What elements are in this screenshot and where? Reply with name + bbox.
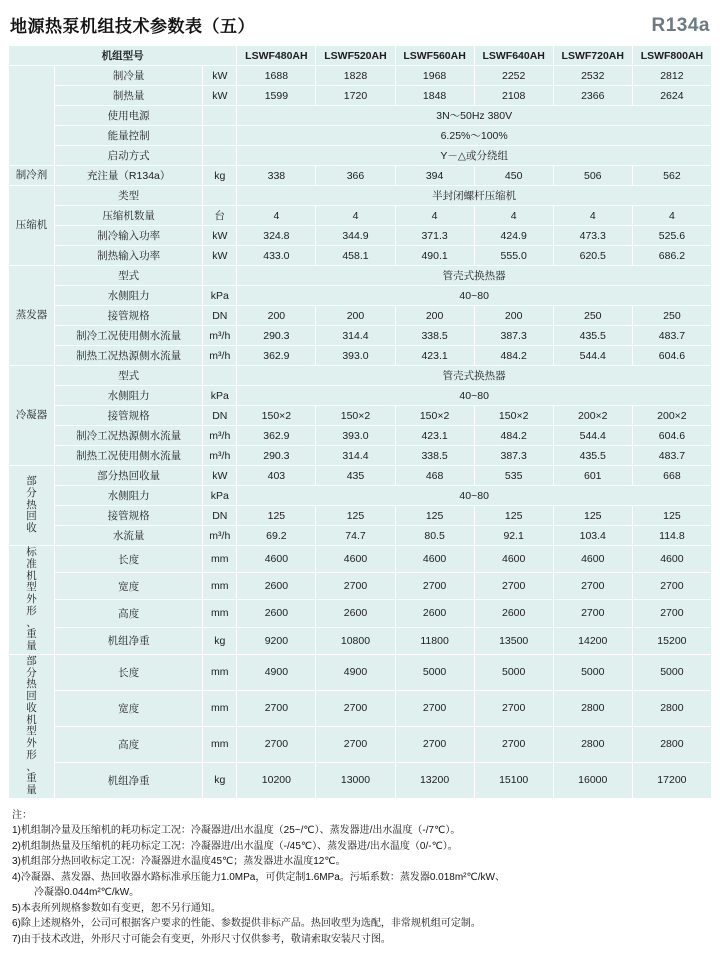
row-value: 2700 bbox=[474, 573, 553, 600]
row-value: 484.2 bbox=[474, 346, 553, 366]
note-item: 冷凝器0.044m²℃/kW。 bbox=[34, 887, 140, 899]
row-label: 机组净重 bbox=[55, 762, 203, 798]
row-value: 290.3 bbox=[237, 446, 316, 466]
row-label: 启动方式 bbox=[55, 146, 203, 166]
row-unit: 台 bbox=[203, 206, 237, 226]
row-value: 435.5 bbox=[553, 446, 632, 466]
row-value: 10200 bbox=[237, 762, 316, 798]
row-value: 4600 bbox=[316, 546, 395, 573]
row-value: 450 bbox=[474, 166, 553, 186]
row-value: 2700 bbox=[316, 573, 395, 600]
row-value: 604.6 bbox=[632, 346, 711, 366]
row-value: 9200 bbox=[237, 627, 316, 654]
table-row bbox=[9, 654, 712, 690]
row-value: 2800 bbox=[553, 726, 632, 762]
row-value: 1720 bbox=[316, 86, 395, 106]
row-value: 2700 bbox=[474, 690, 553, 726]
row-value: 2366 bbox=[553, 86, 632, 106]
model-name-cell: LSWF800AH bbox=[632, 46, 711, 66]
row-value: 125 bbox=[237, 506, 316, 526]
row-value: 5000 bbox=[553, 654, 632, 690]
row-value: 2700 bbox=[316, 726, 395, 762]
row-unit: mm bbox=[203, 690, 237, 726]
row-value: 4 bbox=[474, 206, 553, 226]
table-row bbox=[9, 106, 712, 126]
row-value: 2700 bbox=[395, 690, 474, 726]
row-span-value: 3N～50Hz 380V bbox=[237, 106, 712, 126]
page-title: 地源热泵机组技术参数表（五） bbox=[10, 17, 255, 36]
row-label: 长度 bbox=[55, 546, 203, 573]
row-group-label: 制冷剂 bbox=[9, 166, 55, 186]
row-label: 制热工况使用侧水流量 bbox=[55, 446, 203, 466]
row-value: 13500 bbox=[474, 627, 553, 654]
row-unit: m³/h bbox=[203, 446, 237, 466]
row-value: 5000 bbox=[395, 654, 474, 690]
table-row bbox=[9, 346, 712, 366]
row-unit: kW bbox=[203, 66, 237, 86]
row-unit bbox=[203, 106, 237, 126]
row-value: 2600 bbox=[316, 600, 395, 627]
table-row bbox=[9, 86, 712, 106]
row-value: 338.5 bbox=[395, 446, 474, 466]
row-value: 2800 bbox=[553, 690, 632, 726]
note-item: 7)由于技术改进，外形尺寸可能会有变更，外形尺寸仅供参考，敬请索取安装尺寸图。 bbox=[12, 933, 391, 945]
row-value: 2600 bbox=[237, 600, 316, 627]
table-row bbox=[9, 573, 712, 600]
row-value: 2700 bbox=[553, 573, 632, 600]
table-row bbox=[9, 486, 712, 506]
row-value: 4 bbox=[632, 206, 711, 226]
note-item: 6)除上述规格外，公司可根据客户要求的性能、参数提供非标产品。热回收型为选配，非常规机组可定制。 bbox=[12, 918, 481, 930]
row-unit: kW bbox=[203, 466, 237, 486]
row-value: 435 bbox=[316, 466, 395, 486]
row-value: 314.4 bbox=[316, 326, 395, 346]
row-value: 92.1 bbox=[474, 526, 553, 546]
model-name-cell: LSWF720AH bbox=[553, 46, 632, 66]
row-value: 338 bbox=[237, 166, 316, 186]
model-name-cell: LSWF480AH bbox=[237, 46, 316, 66]
note-item: 5)本表所列规格参数如有变更，恕不另行通知。 bbox=[12, 902, 221, 914]
row-value: 324.8 bbox=[237, 226, 316, 246]
row-value: 2700 bbox=[632, 573, 711, 600]
row-label: 高度 bbox=[55, 600, 203, 627]
row-value: 2700 bbox=[237, 690, 316, 726]
row-value: 125 bbox=[474, 506, 553, 526]
row-value: 4900 bbox=[237, 654, 316, 690]
row-value: 2700 bbox=[632, 600, 711, 627]
row-group-label: 部 分 热 回 收 机 型 外 形 、 重 量 bbox=[9, 654, 55, 798]
row-value: 423.1 bbox=[395, 426, 474, 446]
row-label: 水侧阻力 bbox=[55, 386, 203, 406]
row-value: 423.1 bbox=[395, 346, 474, 366]
row-value: 74.7 bbox=[316, 526, 395, 546]
row-value: 4600 bbox=[553, 546, 632, 573]
table-row bbox=[9, 146, 712, 166]
row-value: 362.9 bbox=[237, 346, 316, 366]
note-item: 3)机组部分热回收标定工况：冷凝器进水温度45℃；蒸发器进水温度12℃。 bbox=[12, 856, 346, 868]
row-span-value: 管壳式换热器 bbox=[237, 366, 712, 386]
row-span-value: 管壳式换热器 bbox=[237, 266, 712, 286]
table-row bbox=[9, 326, 712, 346]
row-unit: kW bbox=[203, 246, 237, 266]
row-value: 4 bbox=[395, 206, 474, 226]
row-value: 555.0 bbox=[474, 246, 553, 266]
row-label: 长度 bbox=[55, 654, 203, 690]
row-label: 机组净重 bbox=[55, 627, 203, 654]
row-unit: kg bbox=[203, 166, 237, 186]
row-value: 13000 bbox=[316, 762, 395, 798]
row-label: 能量控制 bbox=[55, 126, 203, 146]
row-value: 314.4 bbox=[316, 446, 395, 466]
row-unit: kg bbox=[203, 627, 237, 654]
row-label: 水流量 bbox=[55, 526, 203, 546]
row-value: 484.2 bbox=[474, 426, 553, 446]
note-item: 4)冷凝器、蒸发器、热回收器水路标准承压能力1.0MPa，可供定制1.6MPa。污垢系数：蒸发器0.018m²℃/kW、 bbox=[12, 871, 505, 883]
row-label: 制冷工况使用侧水流量 bbox=[55, 326, 203, 346]
row-value: 393.0 bbox=[316, 346, 395, 366]
row-value: 2700 bbox=[474, 726, 553, 762]
row-unit: mm bbox=[203, 546, 237, 573]
row-label: 型式 bbox=[55, 266, 203, 286]
table-row bbox=[9, 426, 712, 446]
row-label: 水侧阻力 bbox=[55, 286, 203, 306]
row-span-value: 6.25%～100% bbox=[237, 126, 712, 146]
row-value: 393.0 bbox=[316, 426, 395, 446]
row-value: 15200 bbox=[632, 627, 711, 654]
row-label: 部分热回收量 bbox=[55, 466, 203, 486]
note-item: 2)机组制热量及压缩机的耗功标定工况：冷凝器进/出水温度（-/45℃）、蒸发器进/出水温度（0/-℃）。 bbox=[12, 840, 458, 852]
row-value: 562 bbox=[632, 166, 711, 186]
row-label: 水侧阻力 bbox=[55, 486, 203, 506]
table-header-row bbox=[9, 46, 712, 66]
spec-table bbox=[8, 45, 712, 799]
page-header bbox=[8, 0, 712, 45]
row-value: 458.1 bbox=[316, 246, 395, 266]
row-value: 686.2 bbox=[632, 246, 711, 266]
row-value: 10800 bbox=[316, 627, 395, 654]
row-value: 80.5 bbox=[395, 526, 474, 546]
row-value: 2700 bbox=[395, 726, 474, 762]
table-row bbox=[9, 446, 712, 466]
table-row bbox=[9, 186, 712, 206]
row-value: 2600 bbox=[237, 573, 316, 600]
row-value: 601 bbox=[553, 466, 632, 486]
model-header-cell: 机组型号 bbox=[9, 46, 237, 66]
table-row bbox=[9, 246, 712, 266]
row-unit bbox=[203, 266, 237, 286]
row-unit bbox=[203, 186, 237, 206]
table-row bbox=[9, 506, 712, 526]
row-group-label: 标 准 机 型 外 形 、 重 量 bbox=[9, 546, 55, 655]
row-unit: kW bbox=[203, 86, 237, 106]
row-value: 604.6 bbox=[632, 426, 711, 446]
row-group-label: 部 分 热 回 收 bbox=[9, 466, 55, 546]
row-label: 宽度 bbox=[55, 573, 203, 600]
row-value: 668 bbox=[632, 466, 711, 486]
row-value: 5000 bbox=[474, 654, 553, 690]
row-value: 2252 bbox=[474, 66, 553, 86]
row-value: 4600 bbox=[632, 546, 711, 573]
row-unit: m³/h bbox=[203, 326, 237, 346]
row-value: 5000 bbox=[632, 654, 711, 690]
row-unit: DN bbox=[203, 406, 237, 426]
row-label: 充注量（R134a） bbox=[55, 166, 203, 186]
row-value: 424.9 bbox=[474, 226, 553, 246]
row-value: 103.4 bbox=[553, 526, 632, 546]
row-unit: m³/h bbox=[203, 346, 237, 366]
row-value: 4 bbox=[553, 206, 632, 226]
row-value: 473.3 bbox=[553, 226, 632, 246]
row-value: 506 bbox=[553, 166, 632, 186]
row-value: 366 bbox=[316, 166, 395, 186]
row-value: 483.7 bbox=[632, 446, 711, 466]
row-value: 2700 bbox=[395, 573, 474, 600]
row-group-label: 冷凝器 bbox=[9, 366, 55, 466]
row-unit: m³/h bbox=[203, 526, 237, 546]
row-value: 2600 bbox=[395, 600, 474, 627]
row-value: 403 bbox=[237, 466, 316, 486]
row-value: 200 bbox=[316, 306, 395, 326]
row-label: 型式 bbox=[55, 366, 203, 386]
row-value: 4600 bbox=[395, 546, 474, 573]
table-row bbox=[9, 286, 712, 306]
row-value: 1968 bbox=[395, 66, 474, 86]
row-value: 200 bbox=[237, 306, 316, 326]
row-label: 接管规格 bbox=[55, 506, 203, 526]
row-unit: mm bbox=[203, 654, 237, 690]
row-value: 250 bbox=[553, 306, 632, 326]
model-name-cell: LSWF640AH bbox=[474, 46, 553, 66]
row-span-value: Y－△或分绕组 bbox=[237, 146, 712, 166]
row-value: 525.6 bbox=[632, 226, 711, 246]
row-label: 类型 bbox=[55, 186, 203, 206]
table-row bbox=[9, 66, 712, 86]
row-unit: mm bbox=[203, 600, 237, 627]
table-row bbox=[9, 406, 712, 426]
row-label: 制热输入功率 bbox=[55, 246, 203, 266]
row-unit: kPa bbox=[203, 486, 237, 506]
row-label: 制热量 bbox=[55, 86, 203, 106]
row-value: 290.3 bbox=[237, 326, 316, 346]
model-name-cell: LSWF520AH bbox=[316, 46, 395, 66]
row-group-label: 压缩机 bbox=[9, 186, 55, 266]
row-value: 2532 bbox=[553, 66, 632, 86]
row-value: 344.9 bbox=[316, 226, 395, 246]
row-value: 362.9 bbox=[237, 426, 316, 446]
table-row bbox=[9, 600, 712, 627]
row-value: 150×2 bbox=[395, 406, 474, 426]
table-row bbox=[9, 206, 712, 226]
row-unit: kPa bbox=[203, 386, 237, 406]
row-value: 114.8 bbox=[632, 526, 711, 546]
row-value: 17200 bbox=[632, 762, 711, 798]
row-unit: DN bbox=[203, 506, 237, 526]
row-unit bbox=[203, 126, 237, 146]
row-unit: DN bbox=[203, 306, 237, 326]
row-label: 压缩机数量 bbox=[55, 206, 203, 226]
refrigerant-brand-label: R134a bbox=[651, 15, 710, 36]
table-row bbox=[9, 266, 712, 286]
table-row bbox=[9, 466, 712, 486]
row-value: 371.3 bbox=[395, 226, 474, 246]
row-value: 2624 bbox=[632, 86, 711, 106]
row-value: 125 bbox=[316, 506, 395, 526]
row-value: 490.1 bbox=[395, 246, 474, 266]
row-value: 544.4 bbox=[553, 346, 632, 366]
row-value: 4600 bbox=[474, 546, 553, 573]
row-value: 150×2 bbox=[237, 406, 316, 426]
row-span-value: 40~80 bbox=[237, 286, 712, 306]
row-value: 200×2 bbox=[632, 406, 711, 426]
row-value: 200 bbox=[395, 306, 474, 326]
row-label: 制热工况热源侧水流量 bbox=[55, 346, 203, 366]
row-value: 14200 bbox=[553, 627, 632, 654]
row-value: 338.5 bbox=[395, 326, 474, 346]
row-value: 2800 bbox=[632, 690, 711, 726]
row-value: 200×2 bbox=[553, 406, 632, 426]
row-value: 620.5 bbox=[553, 246, 632, 266]
row-value: 15100 bbox=[474, 762, 553, 798]
row-label: 接管规格 bbox=[55, 406, 203, 426]
table-row bbox=[9, 526, 712, 546]
table-row bbox=[9, 366, 712, 386]
table-row bbox=[9, 126, 712, 146]
row-label: 接管规格 bbox=[55, 306, 203, 326]
row-value: 468 bbox=[395, 466, 474, 486]
row-value: 433.0 bbox=[237, 246, 316, 266]
row-value: 69.2 bbox=[237, 526, 316, 546]
row-value: 150×2 bbox=[316, 406, 395, 426]
row-value: 4 bbox=[316, 206, 395, 226]
notes-block bbox=[8, 808, 712, 948]
model-name-cell: LSWF560AH bbox=[395, 46, 474, 66]
row-group-label: 蒸发器 bbox=[9, 266, 55, 366]
row-value: 2700 bbox=[237, 726, 316, 762]
row-value: 125 bbox=[553, 506, 632, 526]
row-value: 1688 bbox=[237, 66, 316, 86]
row-unit: mm bbox=[203, 573, 237, 600]
row-value: 150×2 bbox=[474, 406, 553, 426]
row-value: 16000 bbox=[553, 762, 632, 798]
row-value: 4 bbox=[237, 206, 316, 226]
row-value: 125 bbox=[395, 506, 474, 526]
row-value: 544.4 bbox=[553, 426, 632, 446]
row-label: 宽度 bbox=[55, 690, 203, 726]
note-item: 1)机组制冷量及压缩机的耗功标定工况：冷凝器进/出水温度（25~/℃）、蒸发器进/出水温度（-/7℃）。 bbox=[12, 825, 461, 837]
table-row bbox=[9, 627, 712, 654]
row-value: 4600 bbox=[237, 546, 316, 573]
row-span-value: 40~80 bbox=[237, 486, 712, 506]
row-label: 制冷工况热源侧水流量 bbox=[55, 426, 203, 446]
row-label: 使用电源 bbox=[55, 106, 203, 126]
row-value: 13200 bbox=[395, 762, 474, 798]
row-value: 483.7 bbox=[632, 326, 711, 346]
row-value: 4900 bbox=[316, 654, 395, 690]
table-row bbox=[9, 306, 712, 326]
row-value: 535 bbox=[474, 466, 553, 486]
table-row bbox=[9, 386, 712, 406]
row-unit: kg bbox=[203, 762, 237, 798]
row-value: 2600 bbox=[474, 600, 553, 627]
row-value: 2700 bbox=[553, 600, 632, 627]
table-row bbox=[9, 762, 712, 798]
table-row bbox=[9, 690, 712, 726]
row-value: 2812 bbox=[632, 66, 711, 86]
table-row bbox=[9, 166, 712, 186]
row-value: 125 bbox=[632, 506, 711, 526]
row-value: 1828 bbox=[316, 66, 395, 86]
table-row bbox=[9, 226, 712, 246]
table-row bbox=[9, 726, 712, 762]
row-value: 11800 bbox=[395, 627, 474, 654]
row-group-label bbox=[9, 66, 55, 166]
row-unit: kPa bbox=[203, 286, 237, 306]
row-unit bbox=[203, 366, 237, 386]
row-value: 2800 bbox=[632, 726, 711, 762]
row-value: 1599 bbox=[237, 86, 316, 106]
row-value: 435.5 bbox=[553, 326, 632, 346]
row-value: 387.3 bbox=[474, 326, 553, 346]
row-value: 387.3 bbox=[474, 446, 553, 466]
row-unit: m³/h bbox=[203, 426, 237, 446]
row-label: 高度 bbox=[55, 726, 203, 762]
row-value: 394 bbox=[395, 166, 474, 186]
row-value: 2700 bbox=[316, 690, 395, 726]
row-value: 250 bbox=[632, 306, 711, 326]
row-label: 制冷量 bbox=[55, 66, 203, 86]
row-unit: kW bbox=[203, 226, 237, 246]
row-value: 200 bbox=[474, 306, 553, 326]
row-value: 2108 bbox=[474, 86, 553, 106]
row-span-value: 40~80 bbox=[237, 386, 712, 406]
row-value: 1848 bbox=[395, 86, 474, 106]
row-label: 制冷输入功率 bbox=[55, 226, 203, 246]
row-span-value: 半封闭螺杆压缩机 bbox=[237, 186, 712, 206]
row-unit: mm bbox=[203, 726, 237, 762]
notes-title: 注： bbox=[12, 809, 32, 821]
row-unit bbox=[203, 146, 237, 166]
table-row bbox=[9, 546, 712, 573]
